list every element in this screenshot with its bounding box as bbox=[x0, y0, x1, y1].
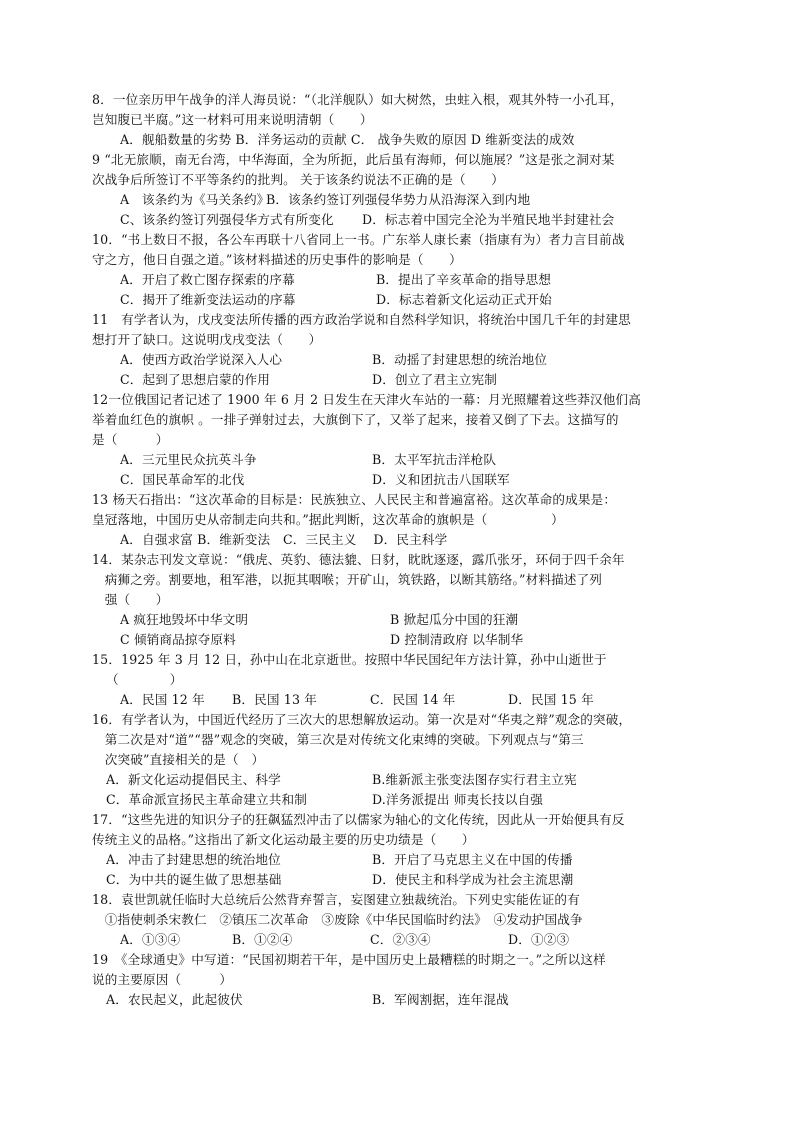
question-stem-line: 第二次是对“道”“器”观念的突破，第三次是对传统文化束缚的突破。下列观点与“第三 bbox=[92, 732, 584, 747]
option-b: B．民国 13 年 bbox=[232, 692, 318, 707]
question-stem-line: 传统主义的品格。”这指出了新文化运动最主要的历史功绩是（ ） bbox=[92, 832, 475, 847]
option-a: A 该条约为《马关条约》 bbox=[120, 192, 270, 207]
option-d: D．义和团抗击八国联军 bbox=[372, 472, 510, 487]
exam-page bbox=[92, 90, 712, 1010]
options-row bbox=[92, 370, 712, 390]
option-c: C．起到了思想启蒙的作用 bbox=[120, 372, 270, 387]
option-b: B．开启了马克思主义在中国的传播 bbox=[372, 852, 573, 867]
options-row bbox=[92, 210, 712, 230]
question-stem-line: 14．某杂志刊发文章说：“俄虎、英豹、德法貔、日豺，眈眈逐逐，露爪张牙，环伺于四千余年 bbox=[92, 552, 625, 567]
option-c: C．革命派宣扬民主革命建立共和制 bbox=[106, 792, 307, 807]
option-a: A．民国 12 年 bbox=[120, 692, 205, 707]
question-stem-line: 10．“书上数日不报，各公车再联十八省同上一书。广东举人康长素（指康有为）者力言目前战 bbox=[92, 232, 625, 247]
option-c: C．国民革命军的北伐 bbox=[120, 472, 245, 487]
option-d: D.洋务派提出 师夷长技以自强 bbox=[372, 792, 544, 807]
option-b: B．动摇了封建思想的统治地位 bbox=[372, 352, 548, 367]
question-16 bbox=[92, 710, 712, 810]
options-row bbox=[92, 630, 712, 650]
option-d: D．①②③ bbox=[508, 932, 570, 947]
option-a: A．①③④ bbox=[120, 932, 181, 947]
option-a: A．使西方政治学说深入人心 bbox=[120, 352, 283, 367]
options-row bbox=[92, 450, 712, 470]
question-stem-line: 9 “北无旅顺，南无台湾，中华海面，全为所扼，此后虽有海师，何以施展？”这是张之洞对某 bbox=[92, 152, 615, 167]
question-stem-line: 病狮之旁。割要地，租军港，以扼其咽喉；开矿山，筑铁路，以断其筋络。”材料描述了列 bbox=[92, 572, 603, 587]
option-c: C．为中共的诞生做了思想基础 bbox=[106, 872, 282, 887]
question-stem-line: 说的主要原因（ ） bbox=[92, 972, 233, 987]
question-19 bbox=[92, 950, 712, 1010]
question-stem-line: 强（ ） bbox=[92, 592, 169, 607]
option-a: A．农民起义，此起彼伏 bbox=[106, 992, 243, 1007]
question-15 bbox=[92, 650, 712, 710]
question-17 bbox=[92, 810, 712, 890]
option-b: B．该条约签订列强侵华势力从沿海深入到内地 bbox=[266, 192, 531, 207]
question-stem-line: 16．有学者认为，中国近代经历了三次大的思想解放运动。第一次是对“华夷之辩”观念的突破， bbox=[92, 712, 632, 727]
question-stem-line: 18．袁世凯就任临时大总统后公然背弃誓言，妄图建立独裁统治。下列史实能佐证的有 bbox=[92, 892, 580, 907]
question-stem-line: 守之方，他日自强之道。”该材料描述的历史事件的影响是（ ） bbox=[92, 252, 462, 267]
option-d: D．标志着中国完全沦为半殖民地半封建社会 bbox=[362, 212, 615, 227]
question-18 bbox=[92, 890, 712, 950]
question-stem-line: 是（ ） bbox=[92, 432, 169, 447]
options-row bbox=[92, 930, 712, 950]
option-c: C、该条约签订列强侵华方式有所变化 bbox=[120, 212, 334, 227]
question-stem-line: （ ） bbox=[106, 672, 183, 687]
options-row bbox=[92, 530, 712, 550]
option-a: A．开启了救亡图存探索的序幕 bbox=[120, 272, 295, 287]
options-row bbox=[92, 270, 712, 290]
question-stem-line: 想打开了缺口。这说明戊戌变法（ ） bbox=[92, 332, 322, 347]
options-row bbox=[92, 470, 712, 490]
option-text: A．舰船数量的劣势 B．洋务运动的贡献 C． 战争失败的原因 D 维新变法的成效 bbox=[120, 132, 575, 147]
question-10 bbox=[92, 230, 712, 310]
option-a: A．三元里民众抗英斗争 bbox=[120, 452, 257, 467]
option-c: C．民国 14 年 bbox=[370, 692, 456, 707]
question-stem-line: 17．“这些先进的知识分子的狂飙猛烈冲击了以儒家为轴心的文化传统，因此从一开始便具有反 bbox=[92, 812, 625, 827]
question-stem-line: 15．1925 年 3 月 12 日，孙中山在北京逝世。按照中华民国纪年方法计算，孙中山逝世于 bbox=[92, 652, 607, 667]
option-b: B.维新派主张变法图存实行君主立宪 bbox=[372, 772, 577, 787]
question-stem-line: 皇冠落地，中国历史从帝制走向共和。”据此判断，这次革命的旗帜是（ ） bbox=[92, 512, 564, 527]
option-d: D 控制清政府 以华制华 bbox=[390, 632, 524, 647]
option-b: B．太平军抗击洋枪队 bbox=[372, 452, 497, 467]
options-row bbox=[92, 290, 712, 310]
question-stem-line: 举着血红色的旗帜 。一排子弹射过去，大旗倒下了，又举了起来，接着又倒了下去。这描写的 bbox=[92, 412, 619, 427]
options-row bbox=[92, 790, 712, 810]
option-b: B．军阀割据，连年混战 bbox=[372, 992, 509, 1007]
question-stem-line: 岂知腹已半腐。”这一材料可用来说明清朝（ ） bbox=[92, 112, 373, 127]
question-14 bbox=[92, 550, 712, 650]
options-row bbox=[92, 190, 712, 210]
option-d: D．民国 15 年 bbox=[508, 692, 594, 707]
question-stem-line: 11 有学者认为，戊戌变法所传播的西方政治学说和自然科学知识，将统治中国几千年的封建思 bbox=[92, 312, 631, 327]
options-row bbox=[92, 610, 712, 630]
question-11 bbox=[92, 310, 712, 390]
option-b: B．提出了辛亥革命的指导思想 bbox=[376, 272, 552, 287]
options-row bbox=[92, 770, 712, 790]
option-text: A．自强求富 B．维新变法 C．三民主义 D．民主科学 bbox=[120, 532, 448, 547]
question-13 bbox=[92, 490, 712, 550]
options-row bbox=[92, 870, 712, 890]
option-c: C．揭开了维新变法运动的序幕 bbox=[120, 292, 296, 307]
question-stem-line: 19 《全球通史》中写道：“民国初期若干年，是中国历史上最糟糕的时期之一。”之所以这样 bbox=[92, 952, 606, 967]
option-c: C．②③④ bbox=[370, 932, 431, 947]
option-b: B．①②④ bbox=[232, 932, 293, 947]
question-stem-line: 8．一位亲历甲午战争的洋人海员说：“（北洋舰队）如大树然，虫蛀入根，观其外特一小孔耳， bbox=[92, 92, 623, 107]
question-8 bbox=[92, 90, 712, 150]
option-a: A．冲击了封建思想的统治地位 bbox=[106, 852, 281, 867]
question-stem-line: 13 杨天石指出：“这次革命的目标是：民族独立、人民民主和普遍富裕。这次革命的成果是： bbox=[92, 492, 617, 507]
options-row bbox=[92, 690, 712, 710]
option-b: B 掀起瓜分中国的狂潮 bbox=[390, 612, 519, 627]
question-12 bbox=[92, 390, 712, 490]
option-d: D．使民主和科学成为社会主流思潮 bbox=[372, 872, 574, 887]
question-stem-line: 12一位俄国记者记述了 1900 年 6 月 2 日发生在天津火车站的一幕：月光照耀着这些莽汉他们高 bbox=[92, 392, 641, 407]
option-a: A 疯狂地毁坏中华文明 bbox=[120, 612, 249, 627]
option-d: D．标志着新文化运动正式开始 bbox=[376, 292, 552, 307]
question-stem-line: 次战争后所签订不平等条约的批判。 关于该条约说法不正确的是（ ） bbox=[92, 172, 504, 187]
option-a: A．新文化运动提倡民主、科学 bbox=[106, 772, 281, 787]
options-row bbox=[92, 130, 712, 150]
question-9 bbox=[92, 150, 712, 230]
option-d: D．创立了君主立宪制 bbox=[372, 372, 497, 387]
options-row bbox=[92, 990, 712, 1010]
option-c: C 倾销商品掠夺原料 bbox=[120, 632, 236, 647]
question-stem-line: ①指使刺杀宋教仁 ②镇压二次革命 ③废除《中华民国临时约法》 ④发动护国战争 bbox=[92, 912, 583, 927]
question-stem-line: 次突破”直接相关的是（ ） bbox=[92, 752, 265, 767]
options-row bbox=[92, 850, 712, 870]
options-row bbox=[92, 350, 712, 370]
